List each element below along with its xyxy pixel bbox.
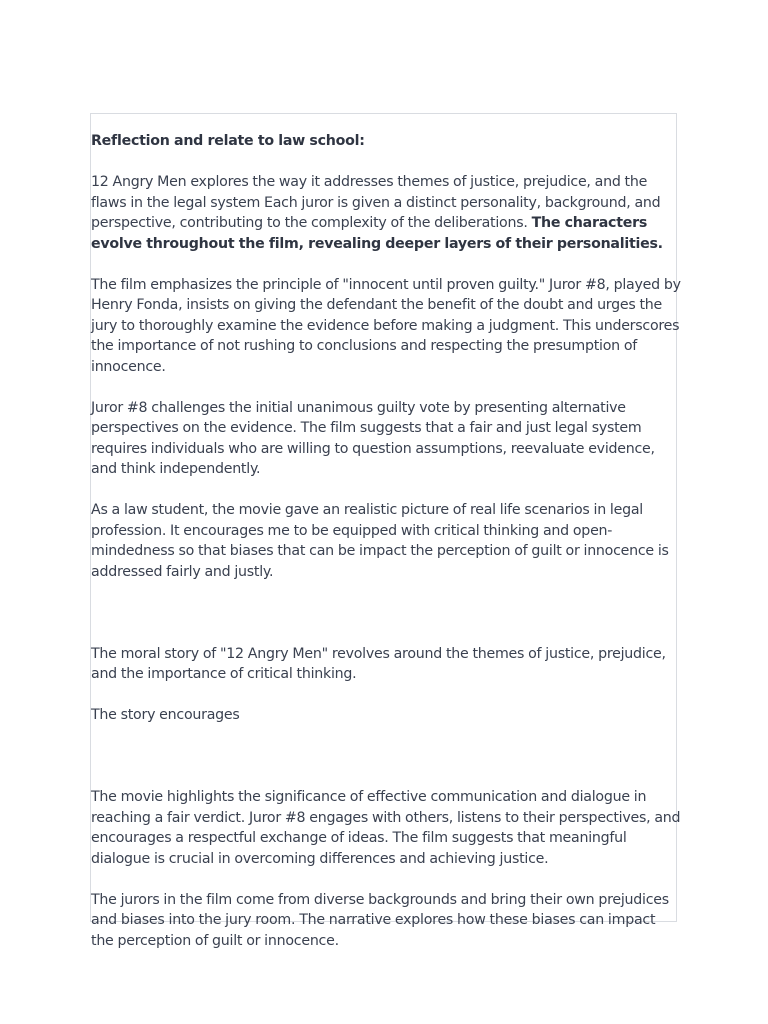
paragraph-juror-8-challenges: Juror #8 challenges the initial unanimous guilty vote by presenting alternative perspectives on the evidence. The film suggests that a fair and just legal system requires individuals who are willing to question assumptions, reevaluate evidence, and think independently.: [91, 399, 655, 477]
document-body: [91, 131, 681, 972]
blank-line: [91, 746, 681, 767]
blank-line: [91, 623, 681, 644]
blank-line: [91, 767, 681, 788]
paragraph-innocent-until-proven-guilty: The film emphasizes the principle of "innocent until proven guilty." Juror #8, played by Henry Fonda, insists on giving the defendant the benefit of the doubt and urges the jury to thoroughly examine the evidence before making a judgment. This underscores the importance of not rushing to conclusions and respecting the presumption of innocence.: [91, 276, 681, 375]
paragraph-communication: The movie highlights the significance of effective communication and dialogue in reaching a fair verdict. Juror #8 engages with others, listens to their perspectives, and encourages a respectful exchange of ideas. The film suggests that meaningful dialogue is crucial in overcoming differences and achieving justice.: [91, 789, 681, 867]
blank-line: [91, 603, 681, 624]
paragraph-law-student-reflection: As a law student, the movie gave an realistic picture of real life scenarios in legal profession. It encourages me to be equipped with critical thinking and open-mindedness so that biases that can be impact the perception of guilt or innocence is addressed fairly and justly.: [91, 502, 669, 580]
paragraph-moral-story: The moral story of "12 Angry Men" revolves around the themes of justice, prejudice, and the importance of critical thinking.: [91, 645, 666, 682]
paragraph-diverse-backgrounds: The jurors in the film come from diverse backgrounds and bring their own prejudices and biases into the jury room. The narrative explores how these biases can impact the perception of guilt or innocence.: [91, 891, 669, 949]
paragraph-story-encourages: The story encourages: [91, 707, 240, 723]
paragraph-themes-bold: The characters evolve throughout the film, revealing deeper layers of their personalities.: [91, 215, 663, 252]
paragraph-themes: [91, 172, 681, 254]
paragraph-themes-text: 12 Angry Men explores the way it addresses themes of justice, prejudice, and the flaws in the legal system Each juror is given a distinct personality, background, and perspective, contributing to the complexity of the deliberations.: [91, 174, 661, 231]
document-heading: Reflection and relate to law school:: [91, 133, 365, 149]
